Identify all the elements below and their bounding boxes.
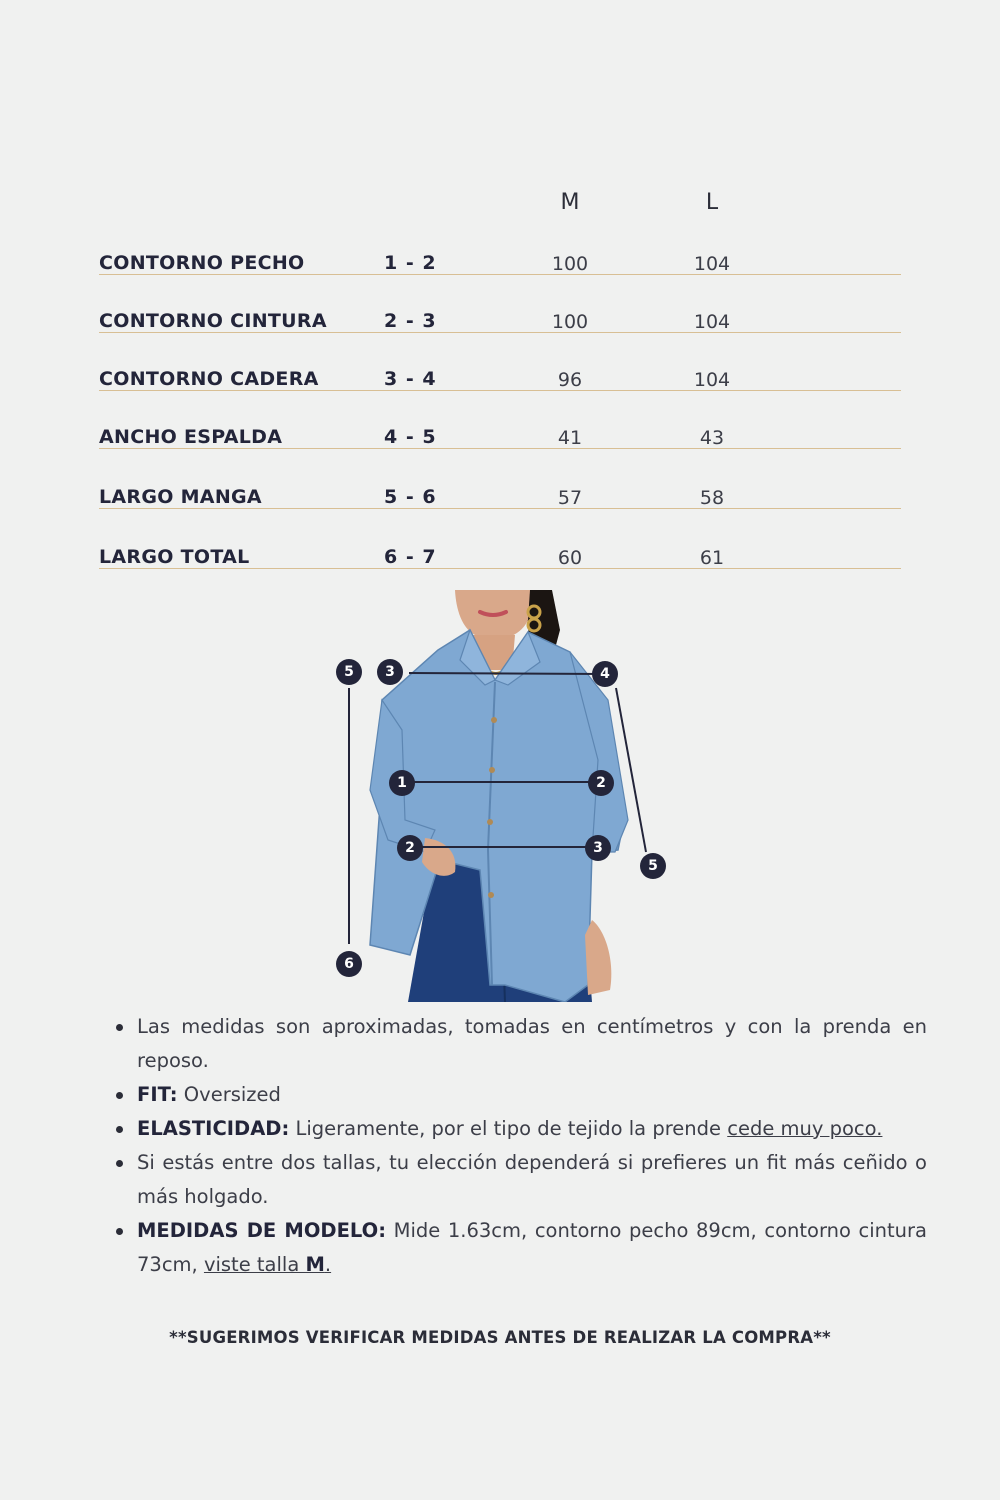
model-measures-text: Mide 1.63cm, contorno pecho 89cm, contorno cintura 73cm, (137, 1219, 927, 1276)
model-measurement-figure (330, 590, 680, 1002)
model-measures-label: MEDIDAS DE MODELO: (137, 1219, 387, 1242)
row-range: 1 - 2 (384, 252, 436, 274)
row-label: CONTORNO CADERA (99, 368, 319, 390)
value-m: 57 (557, 487, 583, 509)
value-m: 100 (551, 253, 589, 275)
model-size-underlined: viste talla M. (203, 1253, 332, 1276)
row-label: ANCHO ESPALDA (99, 426, 283, 448)
marker-5-sleeve: 5 (640, 853, 666, 879)
table-row (99, 302, 901, 333)
table-row (99, 360, 901, 391)
value-l: 104 (693, 369, 731, 391)
row-range: 3 - 4 (384, 368, 436, 390)
note-sizes: Si estás entre dos tallas, tu elección dependerá si prefieres un fit más ceñido o más holgado. (137, 1151, 927, 1208)
fit-value: Oversized (177, 1083, 281, 1106)
elasticity-label: ELASTICIDAD: (137, 1117, 290, 1140)
row-range: 2 - 3 (384, 310, 436, 332)
list-item (137, 1214, 927, 1282)
marker-5-top: 5 (336, 659, 362, 685)
fit-label: FIT: (137, 1083, 178, 1106)
footer-note: **SUGERIMOS VERIFICAR MEDIDAS ANTES DE REALIZAR LA COMPRA** (169, 1328, 831, 1347)
list-item (137, 1146, 927, 1214)
size-header-m: M (560, 190, 580, 215)
value-m: 100 (551, 311, 589, 333)
notes-list (110, 1010, 927, 1282)
value-l: 104 (693, 311, 731, 333)
row-label: LARGO TOTAL (99, 546, 250, 568)
elasticity-underlined: cede muy poco. (727, 1117, 883, 1140)
marker-4: 4 (592, 661, 618, 687)
table-row (99, 538, 901, 569)
marker-2-chest: 2 (588, 770, 614, 796)
list-item (137, 1010, 927, 1078)
marker-6: 6 (336, 951, 362, 977)
value-l: 61 (699, 547, 725, 569)
list-item (137, 1112, 927, 1146)
marker-3-shoulder: 3 (377, 659, 403, 685)
value-m: 96 (557, 369, 583, 391)
note-approx: Las medidas son aproximadas, tomadas en centímetros y con la prenda en reposo. (137, 1015, 927, 1072)
row-range: 5 - 6 (384, 486, 436, 508)
model-size: M (305, 1253, 325, 1276)
row-range: 4 - 5 (384, 426, 436, 448)
value-l: 43 (699, 427, 725, 449)
value-m: 41 (557, 427, 583, 449)
size-header-l: L (705, 190, 719, 215)
row-label: CONTORNO PECHO (99, 252, 305, 274)
elasticity-text: Ligeramente, por el tipo de tejido la prende (289, 1117, 728, 1140)
marker-2-waist: 2 (397, 835, 423, 861)
value-l: 104 (693, 253, 731, 275)
marker-1: 1 (389, 770, 415, 796)
value-l: 58 (699, 487, 725, 509)
table-row (99, 418, 901, 449)
marker-3-waist: 3 (585, 835, 611, 861)
value-m: 60 (557, 547, 583, 569)
table-row (99, 244, 901, 275)
list-item (137, 1078, 927, 1112)
row-range: 6 - 7 (384, 546, 436, 568)
denim-shirt-illustration (330, 590, 680, 1002)
row-label: CONTORNO CINTURA (99, 310, 327, 332)
row-label: LARGO MANGA (99, 486, 262, 508)
table-row (99, 478, 901, 509)
